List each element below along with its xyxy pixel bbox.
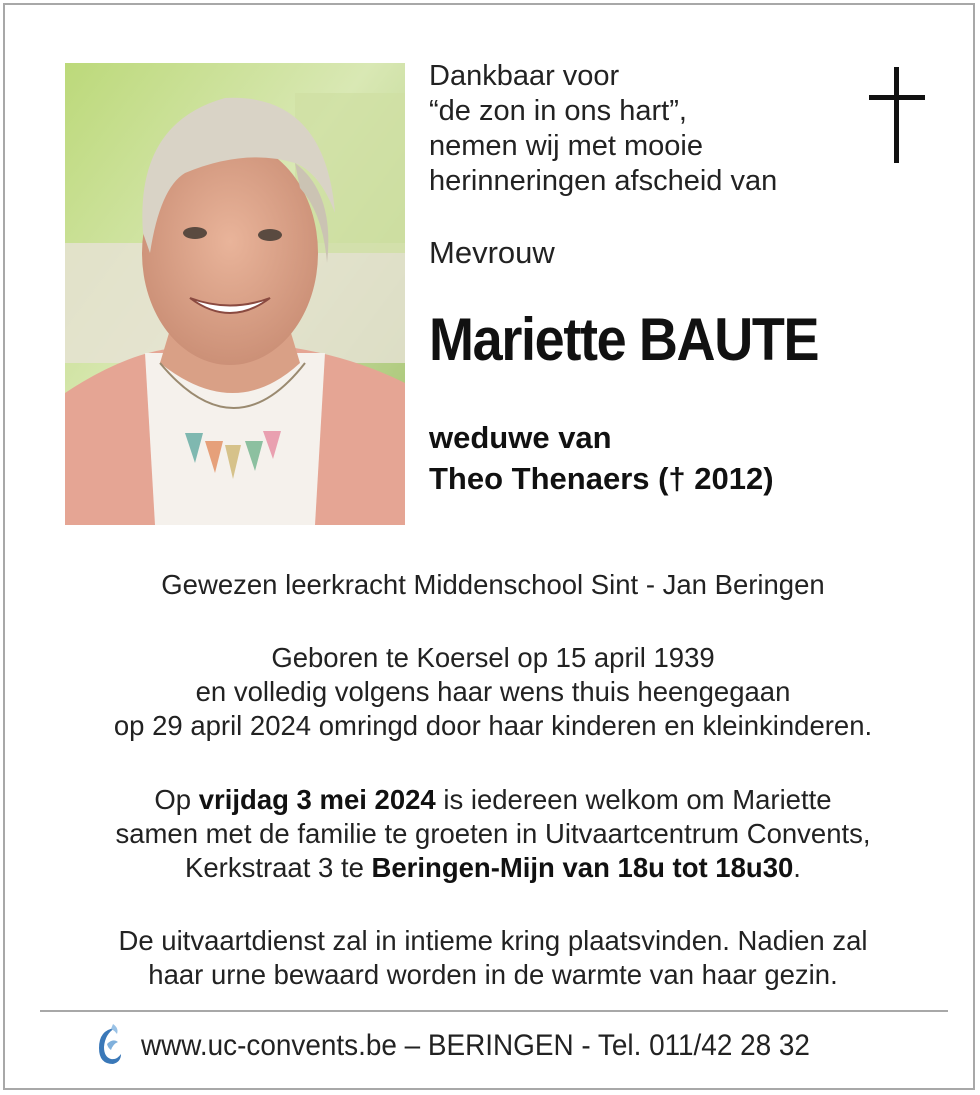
visit-location-time: Beringen-Mijn van 18u tot 18u30: [371, 852, 794, 883]
visit-end: .: [793, 852, 801, 883]
visit-date: vrijdag 3 mei 2024: [198, 784, 436, 815]
service-info: [5, 924, 980, 992]
intro-text: [429, 59, 777, 199]
visit-line-1: [5, 783, 980, 817]
visitation-info: [5, 783, 980, 885]
occupation: [5, 568, 980, 602]
widow-label: weduwe van: [429, 420, 612, 455]
passing-line: en volledig volgens haar wens thuis heengegaan: [195, 676, 791, 707]
divider: [40, 1010, 948, 1012]
portrait-photo: [65, 63, 405, 525]
visit-line-2: samen met de familie te groeten in Uitvaartcentrum Convents,: [115, 818, 871, 849]
visit-suffix: is iedereen welkom om Mariette: [435, 784, 832, 815]
contact-info[interactable]: www.uc-convents.be – BERINGEN - Tel. 011/42 28 32: [141, 1029, 810, 1062]
salutation: Mevrouw: [429, 235, 555, 270]
spouse-name: Theo Thenaers († 2012): [429, 461, 774, 496]
intro-line: herinneringen afscheid van: [429, 165, 778, 197]
birth-line: Geboren te Koersel op 15 april 1939: [271, 642, 715, 673]
service-line-2: haar urne bewaard worden in de warmte van haar gezin.: [148, 959, 838, 990]
intro-line: “de zon in ons hart”,: [429, 95, 687, 127]
cross-icon: [867, 67, 927, 163]
service-line-1: De uitvaartdienst zal in intieme kring plaatsvinden. Nadien zal: [118, 925, 868, 956]
deceased-name: Mariette BAUTE: [429, 306, 819, 373]
obituary-card: [3, 3, 975, 1090]
passing-date-line: op 29 april 2024 omringd door haar kinderen en kleinkinderen.: [113, 710, 873, 741]
intro-line: Dankbaar voor: [429, 60, 620, 92]
visit-prefix: Op: [154, 784, 199, 815]
convents-logo-icon: [93, 1024, 123, 1068]
visit-line-3: [5, 851, 980, 885]
visit-address: Kerkstraat 3 te: [185, 852, 372, 883]
widow-of: [429, 417, 774, 499]
occupation-line: Gewezen leerkracht Middenschool Sint - Jan Beringen: [161, 569, 825, 600]
footer: [93, 1023, 913, 1069]
intro-line: nemen wij met mooie: [429, 130, 703, 162]
birth-death-info: [5, 641, 980, 743]
